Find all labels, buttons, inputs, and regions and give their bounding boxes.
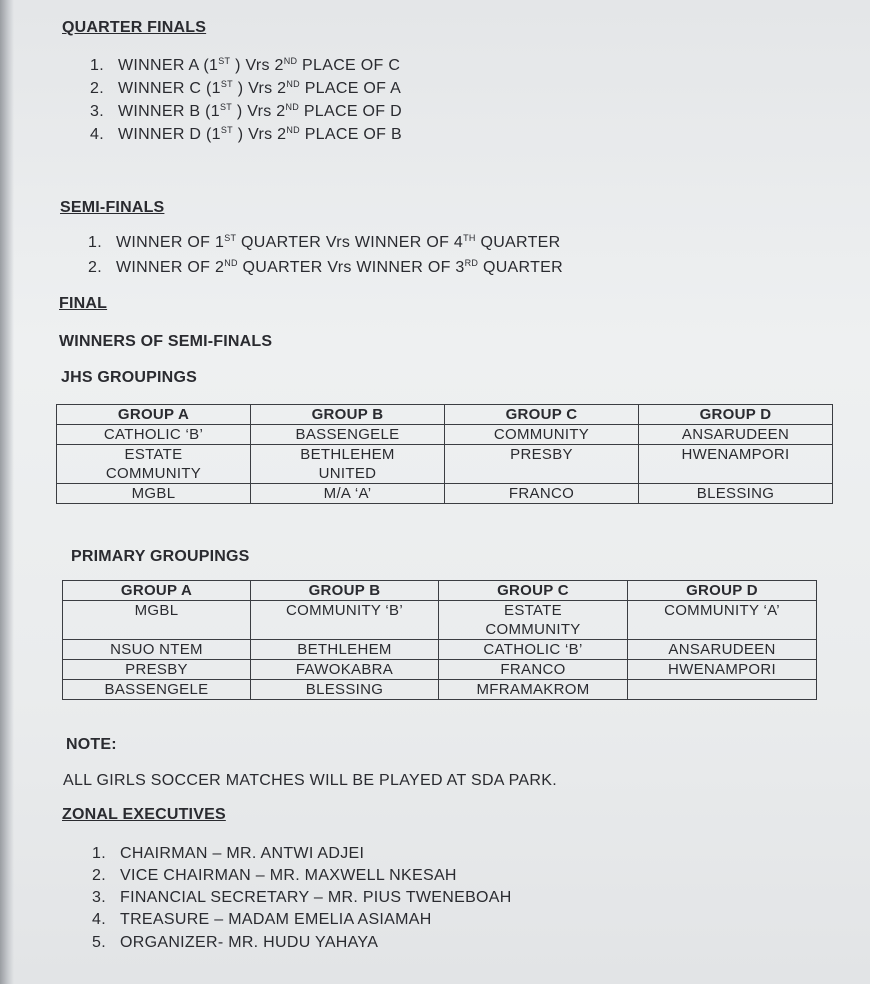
table-cell: BASSENGELE (251, 425, 445, 445)
item-text: VICE CHAIRMAN – MR. MAXWELL NKESAH (120, 867, 457, 884)
table-row (63, 680, 817, 700)
item-text: ORGANIZER- MR. HUDU YAHAYA (120, 934, 379, 951)
item-text: TREASURE – MADAM EMELIA ASIAMAH (120, 911, 432, 928)
table-cell: BASSENGELE (63, 680, 251, 700)
quarter-final-item-1 (90, 57, 400, 75)
item-text: PLACE OF A (299, 80, 402, 97)
ordinal-suffix: ST (224, 233, 237, 243)
table-cell: PRESBY (445, 445, 639, 484)
item-text: ) Vrs 2 (232, 80, 287, 97)
ordinal-suffix: TH (463, 233, 476, 243)
item-number: 4. (92, 911, 106, 928)
table-cell: NSUO NTEM (63, 640, 251, 660)
column-header: GROUP D (639, 405, 833, 425)
semi-final-item-2 (88, 259, 563, 277)
column-header: GROUP A (63, 581, 251, 601)
column-header: GROUP C (445, 405, 639, 425)
item-text: WINNER A (1 (118, 57, 219, 74)
table-cell: CATHOLIC ‘B’ (439, 640, 628, 660)
final-heading: FINAL (59, 295, 108, 312)
item-text: WINNER OF 2 (116, 259, 225, 276)
item-text: ) Vrs 2 (232, 126, 287, 143)
ordinal-suffix: RD (464, 258, 479, 268)
table-cell: COMMUNITY ‘A’ (628, 601, 817, 640)
ordinal-suffix: ST (220, 125, 233, 135)
item-number: 1. (92, 845, 106, 862)
table-cell: ANSARUDEEN (639, 425, 833, 445)
table-cell: MGBL (63, 601, 251, 640)
column-header: GROUP A (57, 405, 251, 425)
table-cell: ESTATE COMMUNITY (57, 445, 251, 484)
column-header: GROUP D (628, 581, 817, 601)
ordinal-suffix: ND (286, 125, 300, 135)
item-text: PLACE OF D (299, 103, 402, 120)
table-cell: HWENAMPORI (628, 660, 817, 680)
table-row (63, 640, 817, 660)
ordinal-suffix: ND (285, 102, 300, 112)
item-number: 1. (88, 234, 102, 251)
item-text: WINNER C (1 (118, 80, 221, 97)
quarter-final-item-4 (90, 126, 402, 144)
table-cell: FRANCO (445, 484, 639, 504)
item-number: 3. (90, 103, 104, 120)
item-text: QUARTER Vrs WINNER OF 4 (236, 234, 464, 251)
table-row (57, 425, 833, 445)
jhs-groupings-table (56, 404, 833, 504)
item-text: QUARTER (478, 259, 563, 276)
primary-groupings-table (62, 580, 817, 700)
table-cell: ANSARUDEEN (628, 640, 817, 660)
table-cell: PRESBY (63, 660, 251, 680)
note-text: ALL GIRLS SOCCER MATCHES WILL BE PLAYED AT SDA PARK. (63, 772, 557, 789)
ordinal-suffix: ST (219, 102, 233, 112)
table-cell: FAWOKABRA (251, 660, 439, 680)
item-text: WINNER D (1 (118, 126, 221, 143)
item-text: ) Vrs 2 (232, 103, 286, 120)
item-text: ) Vrs 2 (230, 57, 284, 74)
note-heading: NOTE: (66, 736, 117, 753)
table-cell: MFRAMAKROM (439, 680, 628, 700)
column-header: GROUP C (439, 581, 628, 601)
item-text: PLACE OF C (297, 57, 401, 74)
item-text: WINNER B (1 (118, 103, 220, 120)
table-cell: ESTATE COMMUNITY (439, 601, 628, 640)
quarter-final-item-2 (90, 80, 401, 98)
executive-item-3 (92, 889, 512, 907)
table-row (63, 660, 817, 680)
table-cell: CATHOLIC ‘B’ (57, 425, 251, 445)
item-text: WINNER OF 1 (116, 234, 225, 251)
table-row (63, 601, 817, 640)
table-cell: FRANCO (439, 660, 628, 680)
table-header-row (57, 405, 833, 425)
ordinal-suffix: ST (218, 56, 231, 66)
ordinal-suffix: ND (286, 79, 300, 89)
executive-item-5 (92, 934, 378, 952)
quarter-finals-heading: QUARTER FINALS (62, 19, 207, 36)
zonal-executives-heading: ZONAL EXECUTIVES (62, 806, 226, 823)
item-text: QUARTER Vrs WINNER OF 3 (237, 259, 465, 276)
table-row (57, 445, 833, 484)
table-cell: BLESSING (639, 484, 833, 504)
semi-finals-heading: SEMI-FINALS (60, 199, 165, 216)
column-header: GROUP B (251, 405, 445, 425)
item-number: 2. (88, 259, 102, 276)
table-header-row (63, 581, 817, 601)
paper-edge-shadow (0, 0, 14, 984)
item-number: 4. (90, 126, 104, 143)
ordinal-suffix: ND (224, 258, 238, 268)
item-number: 5. (92, 934, 106, 951)
primary-groupings-heading: PRIMARY GROUPINGS (71, 548, 250, 565)
ordinal-suffix: ST (220, 79, 233, 89)
column-header: GROUP B (251, 581, 439, 601)
final-text: WINNERS OF SEMI-FINALS (59, 333, 273, 350)
executive-item-1 (92, 845, 364, 863)
table-cell: M/A ‘A’ (251, 484, 445, 504)
table-cell: COMMUNITY ‘B’ (251, 601, 439, 640)
table-cell: MGBL (57, 484, 251, 504)
item-number: 1. (90, 57, 104, 74)
ordinal-suffix: ND (283, 56, 298, 66)
quarter-final-item-3 (90, 103, 402, 121)
table-cell: BLESSING (251, 680, 439, 700)
jhs-groupings-heading: JHS GROUPINGS (61, 369, 197, 386)
executive-item-4 (92, 911, 432, 929)
table-cell: COMMUNITY (445, 425, 639, 445)
table-row (57, 484, 833, 504)
item-number: 2. (90, 80, 104, 97)
table-cell: BETHLEHEM (251, 640, 439, 660)
table-cell: BETHLEHEM UNITED (251, 445, 445, 484)
executive-item-2 (92, 867, 457, 885)
table-cell (628, 680, 817, 700)
table-cell: HWENAMPORI (639, 445, 833, 484)
item-number: 2. (92, 867, 106, 884)
item-text: CHAIRMAN – MR. ANTWI ADJEI (120, 845, 365, 862)
item-text: PLACE OF B (299, 126, 402, 143)
item-text: FINANCIAL SECRETARY – MR. PIUS TWENEBOAH (120, 889, 512, 906)
item-number: 3. (92, 889, 106, 906)
item-text: QUARTER (475, 234, 561, 251)
semi-final-item-1 (88, 234, 561, 252)
